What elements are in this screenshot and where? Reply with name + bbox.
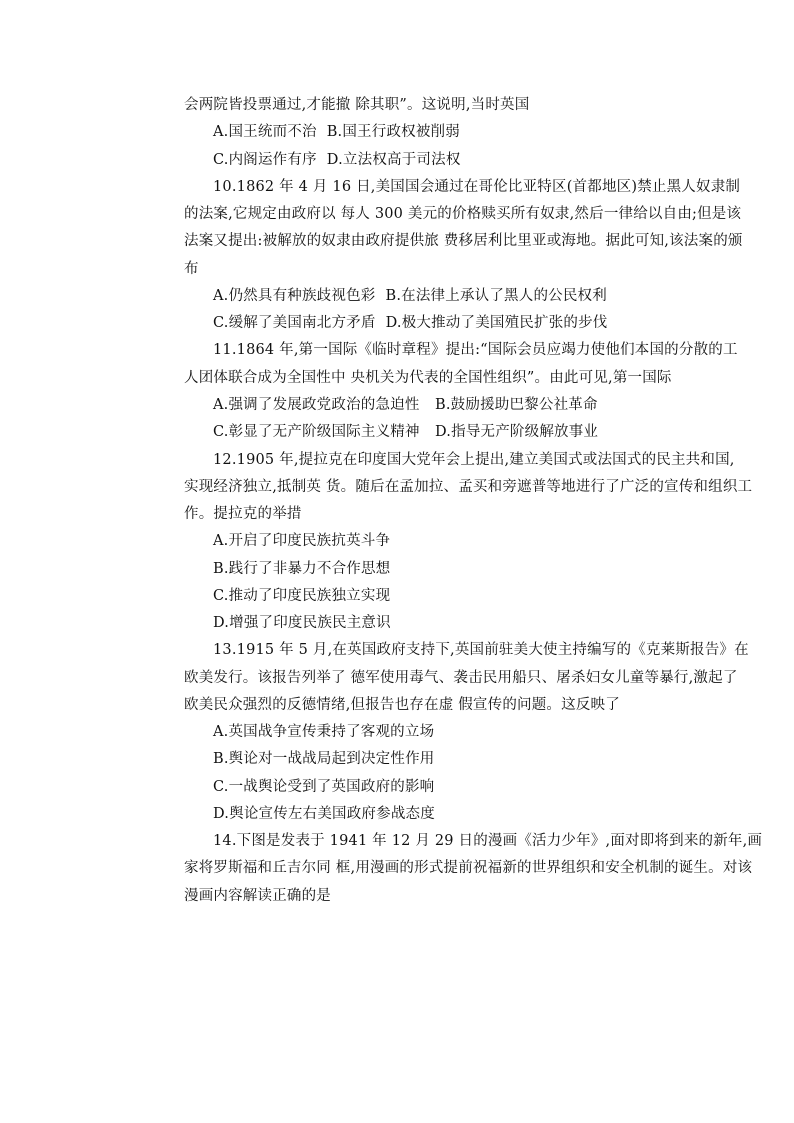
q11-stem-line-1: 11.1864 年,第一国际《临时章程》提出:“国际会员应竭力使他们本国的分散的工 bbox=[213, 342, 738, 358]
q11-option-d: D.指导无产阶级解放事业 bbox=[435, 424, 599, 440]
q13-option-d: D.舆论宣传左右美国政府参战态度 bbox=[213, 806, 435, 822]
q12-option-d: D.增强了印度民族民主意识 bbox=[213, 615, 391, 631]
q11-option-c: C.彰显了无产阶级国际主义精神 bbox=[213, 424, 420, 440]
q13-stem-line-1: 13.1915 年 5 月,在英国政府支持下,英国前驻美大使主持编写的《克莱斯报告》在 bbox=[213, 642, 749, 658]
q11-option-a: A.强调了发展政党政治的急迫性 bbox=[213, 397, 420, 413]
q10-stem-line-1: 10.1862 年 4 月 16 日,美国国会通过在哥伦比亚特区(首都地区)禁止黑人奴隶制 bbox=[213, 179, 741, 195]
q10-options-row-1 bbox=[213, 286, 753, 306]
q9-options-row-2 bbox=[213, 150, 753, 170]
q14-stem-line-2: 家将罗斯福和丘吉尔同 框,用漫画的形式提前祝福新的世界组织和安全机制的诞生。对该 bbox=[184, 860, 753, 876]
q9-option-a: A.国王统而不治 bbox=[213, 124, 317, 140]
q9-option-b: B.国王行政权被削弱 bbox=[326, 124, 460, 140]
q11-options-row-1 bbox=[213, 395, 753, 415]
q13-option-c: C.一战舆论受到了英国政府的影响 bbox=[213, 779, 435, 795]
q9-stem-tail: 会两院皆投票通过,才能撤 除其职”。这说明,当时英国 bbox=[184, 97, 530, 113]
q11-stem-line-2: 人团体联合成为全国性中 央机关为代表的全国性组织”。由此可见,第一国际 bbox=[184, 370, 672, 386]
q10-option-c: C.缓解了美国南北方矛盾 bbox=[213, 315, 376, 331]
q9-option-c: C.内阁运作有序 bbox=[213, 152, 317, 168]
q13-option-b: B.舆论对一战战局起到决定性作用 bbox=[213, 751, 435, 767]
q12-option-a: A.开启了印度民族抗英斗争 bbox=[213, 533, 391, 549]
q10-stem-line-3: 法案又提出:被解放的奴隶由政府提供旅 费移居利比里亚或海地。据此可知,该法案的颁 bbox=[184, 233, 743, 249]
q11-option-b: B.鼓励援助巴黎公社革命 bbox=[435, 397, 598, 413]
q13-option-a: A.英国战争宣传秉持了客观的立场 bbox=[213, 724, 435, 740]
q14-stem-line-3: 漫画内容解读正确的是 bbox=[184, 888, 331, 904]
q14-stem-line-1: 14.下图是发表于 1941 年 12 月 29 日的漫画《活力少年》,面对即将到来的新年,画 bbox=[213, 833, 763, 849]
q10-option-b: B.在法律上承认了黑人的公民权利 bbox=[385, 288, 607, 304]
q10-stem-line-2: 的法案,它规定由政府以 每人 300 美元的价格赎买所有奴隶,然后一律给以自由;但是该 bbox=[184, 206, 742, 222]
q13-stem-line-2: 欧美发行。该报告列举了 德军使用毒气、袭击民用船只、屠杀妇女儿童等暴行,激起了 bbox=[184, 670, 738, 686]
q12-stem-line-2: 实现经济独立,抵制英 货。随后在孟加拉、孟买和旁遮普等地进行了广泛的宣传和组织工 bbox=[184, 479, 753, 495]
q12-option-c: C.推动了印度民族独立实现 bbox=[213, 588, 391, 604]
q9-options-row-1 bbox=[213, 122, 753, 142]
q12-stem-line-1: 12.1905 年,提拉克在印度国大党年会上提出,建立美国式或法国式的民主共和国, bbox=[213, 452, 735, 468]
q10-option-a: A.仍然具有种族歧视色彩 bbox=[213, 288, 376, 304]
q10-options-row-2 bbox=[213, 313, 753, 333]
q10-stem-line-4: 布 bbox=[184, 261, 199, 277]
q9-option-d: D.立法权高于司法权 bbox=[326, 152, 461, 168]
q13-stem-line-3: 欧美民众强烈的反德情绪,但报告也存在虚 假宣传的问题。这反映了 bbox=[184, 697, 620, 713]
q10-option-d: D.极大推动了美国殖民扩张的步伐 bbox=[385, 315, 608, 331]
q12-option-b: B.践行了非暴力不合作思想 bbox=[213, 561, 391, 577]
q12-stem-line-3: 作。提拉克的举措 bbox=[184, 506, 302, 522]
q11-options-row-2 bbox=[213, 422, 753, 442]
